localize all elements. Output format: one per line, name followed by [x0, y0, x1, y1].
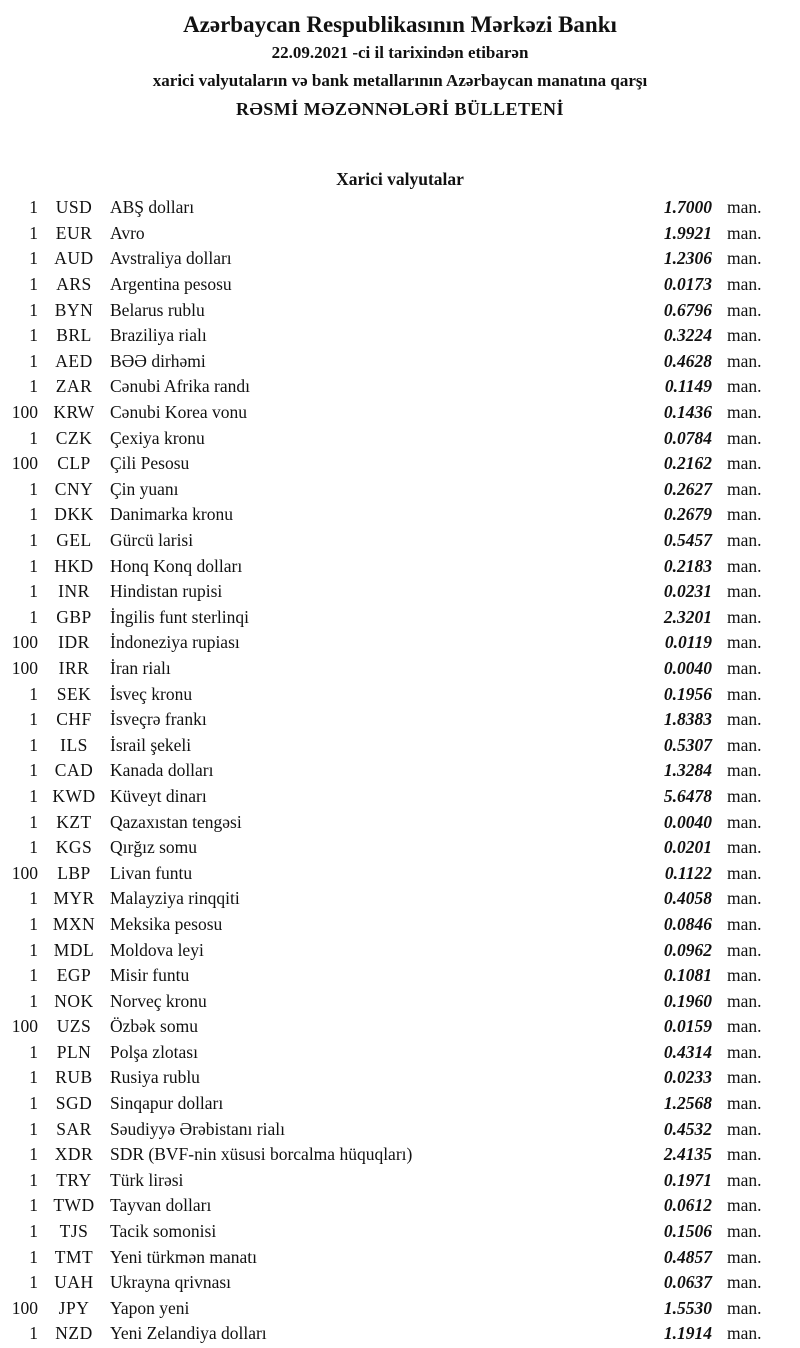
currency-name: Tacik somonisi [110, 1221, 217, 1242]
currency-name: İran rialı [110, 657, 171, 678]
table-row [0, 477, 800, 503]
currency-rate: 0.5307 [663, 734, 712, 755]
table-row [0, 835, 800, 861]
currency-name: Yeni türkmən manatı [110, 1246, 257, 1267]
currency-code: SAR [56, 1118, 92, 1139]
rate-unit-label: man. [727, 888, 762, 909]
currency-rate: 0.1149 [664, 376, 712, 397]
currency-quantity: 1 [29, 811, 38, 832]
currency-rate: 0.4314 [663, 1041, 712, 1062]
rate-unit-label: man. [727, 197, 762, 218]
currency-code: XDR [54, 1144, 94, 1165]
currency-rate: 0.6796 [663, 299, 712, 320]
currency-rate: 0.0119 [664, 632, 712, 653]
rate-unit-label: man. [727, 657, 762, 678]
table-row [0, 195, 800, 221]
rate-unit-label: man. [727, 1272, 762, 1293]
currency-quantity: 100 [11, 1016, 38, 1037]
table-row [0, 1065, 800, 1091]
currency-quantity: 1 [29, 888, 38, 909]
currency-quantity: 1 [29, 965, 38, 986]
currency-name: Gürcü larisi [110, 530, 194, 551]
currency-name: Kanada dolları [110, 760, 214, 781]
currency-rate: 0.0040 [663, 657, 712, 678]
currency-name: Belarus rublu [110, 299, 205, 320]
currency-rate: 1.5530 [663, 1297, 712, 1318]
currency-quantity: 1 [29, 1093, 38, 1114]
currency-code: KWD [52, 785, 96, 806]
rate-unit-label: man. [727, 1041, 762, 1062]
table-row [0, 1244, 800, 1270]
rate-unit-label: man. [727, 683, 762, 704]
currency-quantity: 1 [29, 325, 38, 346]
rate-unit-label: man. [727, 555, 762, 576]
currency-code: INR [58, 581, 90, 602]
rate-unit-label: man. [727, 274, 762, 295]
currency-code: KRW [53, 402, 95, 423]
currency-name: Çexiya kronu [110, 427, 205, 448]
table-row [0, 1193, 800, 1219]
rate-unit-label: man. [727, 709, 762, 730]
currency-code: TJS [59, 1221, 89, 1242]
currency-quantity: 1 [29, 709, 38, 730]
table-row [0, 1321, 800, 1347]
table-row [0, 297, 800, 323]
currency-code: GEL [56, 530, 92, 551]
currency-quantity: 100 [11, 453, 38, 474]
bulletin-header [0, 0, 800, 123]
currency-name: BƏƏ dirhəmi [110, 350, 206, 371]
currency-quantity: 1 [29, 478, 38, 499]
currency-quantity: 1 [29, 1144, 38, 1165]
rate-unit-label: man. [727, 1323, 762, 1344]
currency-quantity: 1 [29, 760, 38, 781]
rate-unit-label: man. [727, 350, 762, 371]
currency-name: Türk lirəsi [110, 1169, 184, 1190]
table-row [0, 553, 800, 579]
currency-name: Cənubi Afrika randı [110, 376, 250, 397]
currency-quantity: 1 [29, 197, 38, 218]
currency-rate: 0.1506 [663, 1221, 712, 1242]
currency-name: ABŞ dolları [110, 197, 195, 218]
rate-unit-label: man. [727, 632, 762, 653]
currency-name: Özbək somu [110, 1016, 198, 1037]
rate-unit-label: man. [727, 248, 762, 269]
rate-unit-label: man. [727, 1195, 762, 1216]
currency-quantity: 1 [29, 427, 38, 448]
currency-quantity: 100 [11, 402, 38, 423]
currency-name: Cənubi Korea vonu [110, 402, 248, 423]
currency-code: TMT [54, 1246, 94, 1267]
currency-name: Argentina pesosu [110, 274, 232, 295]
currency-code: BYN [54, 299, 94, 320]
currency-rate: 1.7000 [663, 197, 712, 218]
currency-rate: 0.0637 [663, 1272, 712, 1293]
currency-code: ZAR [55, 376, 93, 397]
currency-code: UAH [54, 1272, 94, 1293]
rate-unit-label: man. [727, 1246, 762, 1267]
table-row [0, 656, 800, 682]
currency-rate: 2.4135 [663, 1144, 712, 1165]
currency-name: İsrail şekeli [110, 734, 192, 755]
currency-rate: 0.1436 [663, 402, 712, 423]
rate-unit-label: man. [727, 504, 762, 525]
currency-code: CZK [55, 427, 93, 448]
currency-name: Çili Pesosu [110, 453, 190, 474]
rate-unit-label: man. [727, 427, 762, 448]
currency-quantity: 1 [29, 299, 38, 320]
currency-rate: 0.0201 [663, 837, 712, 858]
currency-code: IDR [58, 632, 90, 653]
rate-unit-label: man. [727, 325, 762, 346]
currency-name: Polşa zlotası [110, 1041, 198, 1062]
currency-quantity: 1 [29, 837, 38, 858]
currency-name: Honq Konq dolları [110, 555, 243, 576]
currency-name: Hindistan rupisi [110, 581, 223, 602]
currency-name: Sinqapur dolları [110, 1093, 224, 1114]
currency-code: TRY [56, 1169, 92, 1190]
currency-name: İsveç kronu [110, 683, 193, 704]
currency-code: KGS [55, 837, 93, 858]
currency-name: Qırğız somu [110, 837, 198, 858]
table-row [0, 400, 800, 426]
currency-name: Avro [110, 222, 145, 243]
table-row [0, 707, 800, 733]
currency-code: CHF [56, 709, 92, 730]
currency-name: Ukrayna qrivnası [110, 1272, 232, 1293]
currency-code: BRL [56, 325, 92, 346]
rate-unit-label: man. [727, 965, 762, 986]
rate-unit-label: man. [727, 1221, 762, 1242]
table-row [0, 937, 800, 963]
currency-rate: 0.2162 [663, 453, 712, 474]
table-row [0, 912, 800, 938]
rate-unit-label: man. [727, 222, 762, 243]
currency-quantity: 100 [11, 1297, 38, 1318]
table-row [0, 809, 800, 835]
currency-rate: 0.4857 [663, 1246, 712, 1267]
table-row [0, 1219, 800, 1245]
rate-unit-label: man. [727, 811, 762, 832]
currency-rate: 1.2568 [663, 1093, 712, 1114]
currency-quantity: 1 [29, 1323, 38, 1344]
table-row [0, 886, 800, 912]
currency-rate: 5.6478 [663, 785, 712, 806]
rate-unit-label: man. [727, 760, 762, 781]
currency-rate: 0.1960 [663, 990, 712, 1011]
currency-rate: 0.0962 [663, 939, 712, 960]
table-row [0, 246, 800, 272]
currency-code: MXN [52, 913, 96, 934]
rate-unit-label: man. [727, 581, 762, 602]
currency-name: Küveyt dinarı [110, 785, 207, 806]
rate-unit-label: man. [727, 299, 762, 320]
currency-code: CLP [57, 453, 91, 474]
currency-quantity: 100 [11, 862, 38, 883]
currency-name: SDR (BVF-nin xüsusi borcalma hüquqları) [110, 1144, 413, 1165]
currency-name: İsveçrə frankı [110, 709, 207, 730]
currency-code: MYR [53, 888, 95, 909]
currency-quantity: 1 [29, 1195, 38, 1216]
currency-name: Braziliya rialı [110, 325, 207, 346]
currency-name: Livan funtu [110, 862, 193, 883]
currency-code: AUD [54, 248, 94, 269]
currency-quantity: 1 [29, 530, 38, 551]
table-row [0, 528, 800, 554]
currency-code: GBP [56, 606, 92, 627]
table-row [0, 1168, 800, 1194]
rate-unit-label: man. [727, 530, 762, 551]
currency-rate: 0.0784 [663, 427, 712, 448]
rate-unit-label: man. [727, 1169, 762, 1190]
table-row [0, 732, 800, 758]
currency-rate: 0.0233 [663, 1067, 712, 1088]
table-row [0, 963, 800, 989]
rate-unit-label: man. [727, 1144, 762, 1165]
table-row [0, 1116, 800, 1142]
rate-unit-label: man. [727, 1118, 762, 1139]
currency-rate: 0.0612 [663, 1195, 712, 1216]
currency-name: Misir funtu [110, 965, 190, 986]
currency-name: İndoneziya rupiası [110, 632, 240, 653]
currency-rate: 0.4628 [663, 350, 712, 371]
currency-code: DKK [54, 504, 94, 525]
currency-code: CNY [54, 478, 94, 499]
table-row [0, 323, 800, 349]
exchange-rate-table [0, 195, 800, 1347]
currency-code: SEK [56, 683, 92, 704]
table-row [0, 758, 800, 784]
currency-name: Yeni Zelandiya dolları [110, 1323, 267, 1344]
currency-name: Avstraliya dolları [110, 248, 232, 269]
currency-rate: 0.2679 [663, 504, 712, 525]
currency-name: Qazaxıstan tengəsi [110, 811, 242, 832]
currency-code: NZD [55, 1323, 93, 1344]
currency-rate: 1.3284 [663, 760, 712, 781]
table-row [0, 860, 800, 886]
currency-rate: 1.2306 [663, 248, 712, 269]
currency-rate: 0.4058 [663, 888, 712, 909]
currency-rate: 1.8383 [663, 709, 712, 730]
rate-unit-label: man. [727, 1093, 762, 1114]
table-row [0, 1040, 800, 1066]
currency-name: Çin yuanı [110, 478, 179, 499]
table-row [0, 1014, 800, 1040]
currency-code: JPY [58, 1297, 90, 1318]
table-row [0, 349, 800, 375]
currency-code: USD [55, 197, 93, 218]
effective-date-line: 22.09.2021 -ci il tarixindən etibarən [271, 43, 529, 62]
currency-rate: 0.1122 [664, 862, 712, 883]
currency-code: AED [55, 350, 93, 371]
currency-code: RUB [55, 1067, 93, 1088]
table-row [0, 1296, 800, 1322]
table-row [0, 272, 800, 298]
currency-quantity: 1 [29, 248, 38, 269]
currency-quantity: 1 [29, 785, 38, 806]
currency-name: Yapon yeni [110, 1297, 190, 1318]
table-row [0, 451, 800, 477]
table-row [0, 784, 800, 810]
table-row [0, 681, 800, 707]
bulletin-subtitle: xarici valyutaların və bank metallarının Azərbaycan manatına qarşı [152, 71, 648, 90]
currency-quantity: 1 [29, 1169, 38, 1190]
rate-unit-label: man. [727, 402, 762, 423]
table-row [0, 630, 800, 656]
rate-unit-label: man. [727, 1297, 762, 1318]
table-row [0, 221, 800, 247]
currency-rate: 0.5457 [663, 530, 712, 551]
currency-rate: 0.1081 [663, 965, 712, 986]
rate-unit-label: man. [727, 785, 762, 806]
table-row [0, 425, 800, 451]
rate-unit-label: man. [727, 734, 762, 755]
rate-unit-label: man. [727, 478, 762, 499]
currency-quantity: 1 [29, 1221, 38, 1242]
currency-code: TWD [53, 1195, 95, 1216]
currency-name: Malayziya rinqqiti [110, 888, 240, 909]
currency-rate: 0.1956 [663, 683, 712, 704]
currency-code: MDL [53, 939, 95, 960]
currency-rate: 0.3224 [663, 325, 712, 346]
currency-quantity: 1 [29, 1067, 38, 1088]
currency-quantity: 1 [29, 581, 38, 602]
rate-unit-label: man. [727, 990, 762, 1011]
currency-quantity: 1 [29, 606, 38, 627]
currency-code: EUR [55, 222, 93, 243]
currency-rate: 0.2183 [663, 555, 712, 576]
currency-quantity: 1 [29, 1041, 38, 1062]
currency-quantity: 1 [29, 913, 38, 934]
currency-rate: 0.2627 [663, 478, 712, 499]
currency-rate: 1.1914 [663, 1323, 712, 1344]
currency-name: Meksika pesosu [110, 913, 223, 934]
table-row [0, 1270, 800, 1296]
bank-title: Azərbaycan Respublikasının Mərkəzi Bankı [183, 12, 617, 37]
table-row [0, 988, 800, 1014]
rate-unit-label: man. [727, 1016, 762, 1037]
section-title-foreign-currencies: Xarici valyutalar [336, 169, 464, 189]
currency-rate: 0.4532 [663, 1118, 712, 1139]
currency-quantity: 1 [29, 274, 38, 295]
currency-code: CAD [54, 760, 94, 781]
currency-quantity: 1 [29, 1272, 38, 1293]
currency-quantity: 1 [29, 350, 38, 371]
currency-quantity: 1 [29, 990, 38, 1011]
currency-code: KZT [56, 811, 92, 832]
currency-quantity: 1 [29, 734, 38, 755]
currency-quantity: 1 [29, 504, 38, 525]
currency-code: EGP [56, 965, 92, 986]
currency-quantity: 1 [29, 376, 38, 397]
table-row [0, 605, 800, 631]
currency-quantity: 100 [11, 632, 38, 653]
rate-unit-label: man. [727, 606, 762, 627]
currency-code: UZS [56, 1016, 92, 1037]
currency-name: Rusiya rublu [110, 1067, 200, 1088]
currency-name: Danimarka kronu [110, 504, 233, 525]
currency-name: Səudiyyə Ərəbistanı rialı [110, 1118, 285, 1139]
currency-rate: 0.0846 [663, 913, 712, 934]
currency-code: NOK [54, 990, 94, 1011]
table-row [0, 1091, 800, 1117]
currency-rate: 0.0159 [663, 1016, 712, 1037]
currency-rate: 2.3201 [663, 606, 712, 627]
currency-name: Norveç kronu [110, 990, 207, 1011]
currency-code: PLN [56, 1041, 92, 1062]
rate-unit-label: man. [727, 862, 762, 883]
rate-unit-label: man. [727, 376, 762, 397]
bulletin-name: RƏSMİ MƏZƏNNƏLƏRİ BÜLLETENİ [235, 99, 565, 119]
currency-quantity: 1 [29, 1246, 38, 1267]
rate-unit-label: man. [727, 913, 762, 934]
currency-quantity: 1 [29, 555, 38, 576]
currency-code: IRR [58, 657, 90, 678]
rate-unit-label: man. [727, 453, 762, 474]
currency-quantity: 1 [29, 1118, 38, 1139]
table-row [0, 1142, 800, 1168]
currency-quantity: 100 [11, 657, 38, 678]
currency-quantity: 1 [29, 222, 38, 243]
currency-code: ARS [56, 274, 92, 295]
rate-unit-label: man. [727, 1067, 762, 1088]
currency-code: HKD [54, 555, 94, 576]
rate-unit-label: man. [727, 939, 762, 960]
currency-name: İngilis funt sterlinqi [110, 606, 250, 627]
currency-rate: 1.9921 [663, 222, 712, 243]
currency-name: Moldova leyi [110, 939, 204, 960]
table-row [0, 502, 800, 528]
currency-code: SGD [55, 1093, 93, 1114]
currency-quantity: 1 [29, 683, 38, 704]
table-row [0, 579, 800, 605]
currency-rate: 0.0231 [663, 581, 712, 602]
currency-rate: 0.1971 [663, 1169, 712, 1190]
currency-rate: 0.0173 [663, 274, 712, 295]
table-row [0, 374, 800, 400]
rate-unit-label: man. [727, 837, 762, 858]
currency-name: Tayvan dolları [110, 1195, 212, 1216]
currency-code: ILS [60, 734, 88, 755]
currency-rate: 0.0040 [663, 811, 712, 832]
currency-quantity: 1 [29, 939, 38, 960]
currency-code: LBP [57, 862, 91, 883]
